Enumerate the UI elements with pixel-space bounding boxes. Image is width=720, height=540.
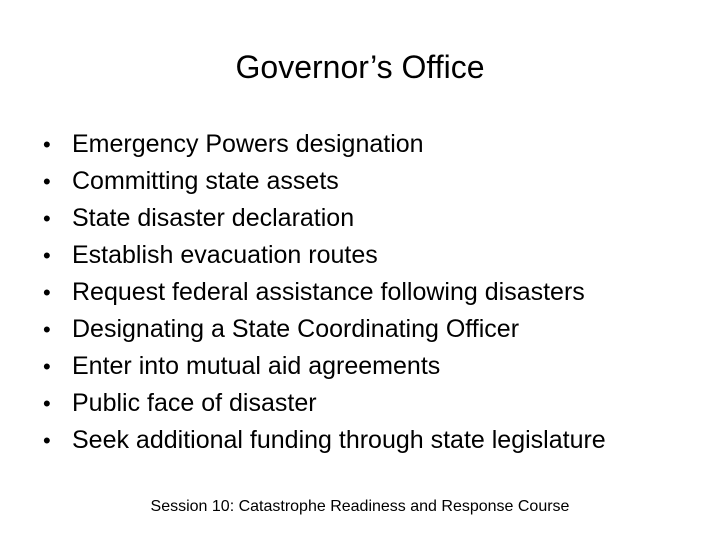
bullet-text: State disaster declaration xyxy=(72,204,355,232)
bullet-icon: • xyxy=(43,132,51,157)
bullet-list xyxy=(43,126,703,459)
list-item xyxy=(43,237,703,274)
bullet-text: Designating a State Coordinating Officer xyxy=(72,315,520,343)
list-item xyxy=(43,126,703,163)
bullet-icon: • xyxy=(43,354,51,379)
bullet-icon: • xyxy=(43,206,51,231)
list-item xyxy=(43,311,703,348)
list-item xyxy=(43,385,703,422)
slide-title: Governor’s Office xyxy=(235,49,485,85)
slide-footer: Session 10: Catastrophe Readiness and Response Course xyxy=(150,498,570,515)
list-item xyxy=(43,274,703,311)
bullet-icon: • xyxy=(43,280,51,305)
bullet-icon: • xyxy=(43,169,51,194)
list-item xyxy=(43,422,703,459)
list-item xyxy=(43,163,703,200)
bullet-text: Emergency Powers designation xyxy=(72,130,424,158)
bullet-text: Public face of disaster xyxy=(72,389,317,417)
bullet-text: Seek additional funding through state legislature xyxy=(72,426,606,454)
bullet-text: Enter into mutual aid agreements xyxy=(72,352,441,380)
bullet-text: Request federal assistance following disasters xyxy=(72,278,585,306)
bullet-text: Establish evacuation routes xyxy=(72,241,378,269)
bullet-icon: • xyxy=(43,391,51,416)
bullet-icon: • xyxy=(43,317,51,342)
bullet-icon: • xyxy=(43,428,51,453)
bullet-icon: • xyxy=(43,243,51,268)
list-item xyxy=(43,200,703,237)
list-item xyxy=(43,348,703,385)
bullet-text: Committing state assets xyxy=(72,167,339,195)
